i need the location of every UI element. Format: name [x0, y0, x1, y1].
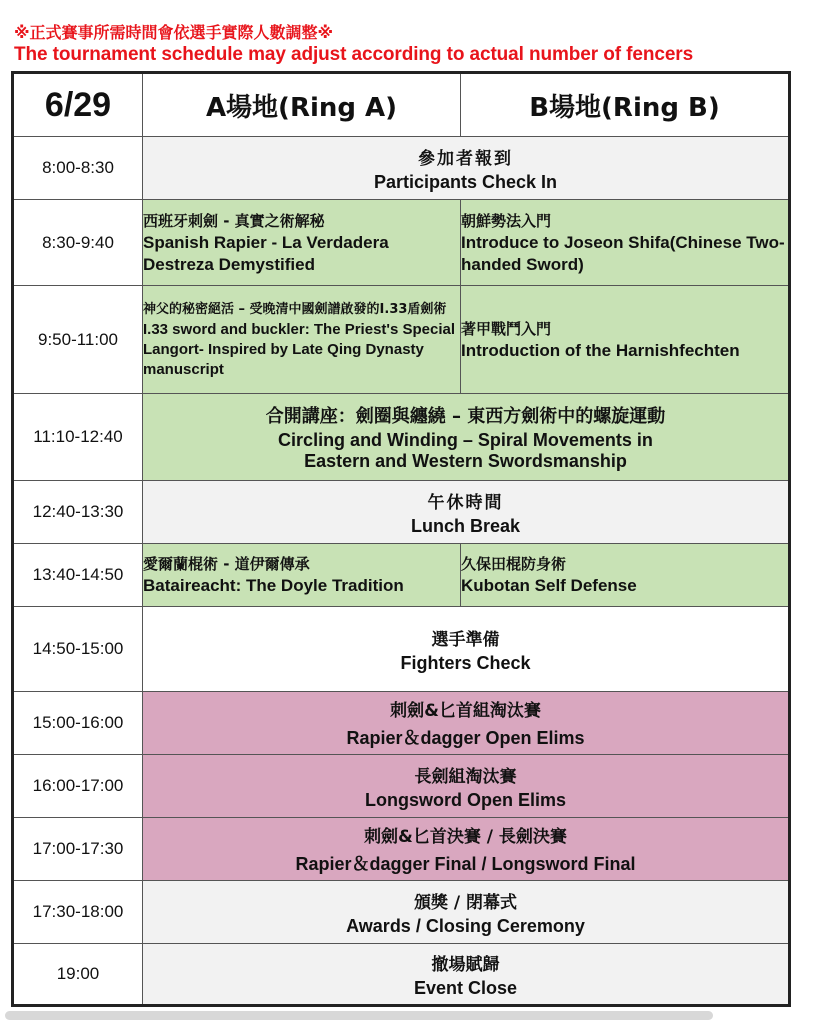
- schedule-row: [13, 881, 790, 944]
- session-title-zh: 朝鮮勢法入門: [461, 211, 552, 230]
- session-title-zh: 神父的秘密絕活 – 受晚清中國劍譜啟發的I.33盾劍術: [143, 301, 447, 317]
- event-title-zh: 午休時間: [427, 492, 504, 513]
- event-title-zh: 合開講座：劍圈與纏繞 – 東西方劍術中的螺旋運動: [265, 406, 666, 427]
- date-header: 6/29: [13, 73, 143, 137]
- event-title-en: Longsword Open Elims: [364, 789, 566, 810]
- time-cell: 15:00-16:00: [13, 692, 143, 755]
- time-cell: 8:30-9:40: [13, 200, 143, 286]
- event-cell: [143, 755, 790, 818]
- event-cell: [143, 692, 790, 755]
- time-cell: 8:00-8:30: [13, 137, 143, 200]
- ring-a-session: [143, 544, 461, 607]
- ring-b-session: [461, 286, 790, 394]
- event-cell: [143, 944, 790, 1006]
- session-title-en: Spanish Rapier - La Verdadera Destreza Demystified: [143, 232, 389, 274]
- schedule-row: [13, 544, 790, 607]
- time-cell: 11:10-12:40: [13, 394, 143, 481]
- event-cell: [143, 394, 790, 481]
- event-cell: [143, 818, 790, 881]
- session-title-en: Kubotan Self Defense: [461, 576, 637, 595]
- header-row: [13, 73, 790, 137]
- session-title-zh: 久保田棍防身術: [461, 555, 567, 573]
- time-cell: 13:40-14:50: [13, 544, 143, 607]
- event-title-zh: 參加者報到: [418, 148, 513, 169]
- event-title-zh: 撤場賦歸: [431, 954, 500, 975]
- schedule-row: [13, 286, 790, 394]
- time-cell: 12:40-13:30: [13, 481, 143, 544]
- session-title-en: I.33 sword and buckler: The Priest's Special Langort- Inspired by Late Qing Dynasty manuscript: [143, 320, 456, 378]
- session-title-en: Introduction of the Harnishfechten: [461, 340, 740, 360]
- event-title-zh: 頒獎 / 閉幕式: [413, 892, 518, 913]
- event-cell: [143, 481, 790, 544]
- schedule-row: [13, 818, 790, 881]
- schedule-row: [13, 607, 790, 692]
- session-title-zh: 西班牙刺劍 - 真實之術解秘: [143, 211, 325, 230]
- event-title-zh: 刺劍&匕首決賽 / 長劍決賽: [364, 827, 567, 847]
- time-cell: 19:00: [13, 944, 143, 1006]
- ring-a-header: A場地(Ring A): [143, 73, 461, 137]
- ring-a-session: [143, 200, 461, 286]
- session-title-zh: 愛爾蘭棍術 - 道伊爾傳承: [143, 555, 310, 573]
- event-title-en: Rapier＆dagger Final / Longsword Final: [295, 854, 636, 874]
- ring-b-session: [461, 200, 790, 286]
- notice-english: The tournament schedule may adjust according to actual number of fencers: [14, 44, 694, 65]
- event-title-zh: 刺劍&匕首組淘汰賽: [390, 701, 541, 721]
- event-title-en: Participants Check In: [373, 171, 558, 192]
- time-cell: 17:30-18:00: [13, 881, 143, 944]
- event-title-en: Fighters Check: [400, 652, 531, 673]
- event-title-en: Awards / Closing Ceremony: [346, 915, 585, 936]
- schedule-row: [13, 944, 790, 1006]
- schedule-row: [13, 137, 790, 200]
- event-title-en: Lunch Break: [410, 515, 521, 536]
- ring-b-header: B場地(Ring B): [461, 73, 790, 137]
- event-title-zh: 選手準備: [431, 629, 500, 650]
- time-cell: 9:50-11:00: [13, 286, 143, 394]
- time-cell: 17:00-17:30: [13, 818, 143, 881]
- schedule-row: [13, 755, 790, 818]
- event-title-en: Rapier＆dagger Open Elims: [346, 728, 585, 748]
- schedule-row: [13, 394, 790, 481]
- event-cell: [143, 607, 790, 692]
- schedule-table: [11, 71, 791, 1007]
- event-cell: [143, 137, 790, 200]
- session-title-en: Introduce to Joseon Shifa(Chinese Two-handed Sword): [461, 232, 785, 274]
- time-cell: 14:50-15:00: [13, 607, 143, 692]
- ring-a-session: [143, 286, 461, 394]
- event-title-en: Event Close: [413, 977, 518, 998]
- schedule-row: [13, 200, 790, 286]
- horizontal-scrollbar[interactable]: [5, 1011, 713, 1020]
- event-title-en: Circling and Winding – Spiral Movements in Eastern and Western Swordsmanship: [278, 430, 653, 471]
- time-cell: 16:00-17:00: [13, 755, 143, 818]
- session-title-zh: 著甲戰鬥入門: [461, 319, 552, 338]
- ring-b-session: [461, 544, 790, 607]
- event-title-zh: 長劍組淘汰賽: [414, 766, 517, 787]
- event-cell: [143, 881, 790, 944]
- notice-chinese: ※正式賽事所需時間會依選手實際人數調整※: [14, 23, 334, 42]
- schedule-row: [13, 481, 790, 544]
- schedule-row: [13, 692, 790, 755]
- session-title-en: Bataireacht: The Doyle Tradition: [143, 576, 404, 595]
